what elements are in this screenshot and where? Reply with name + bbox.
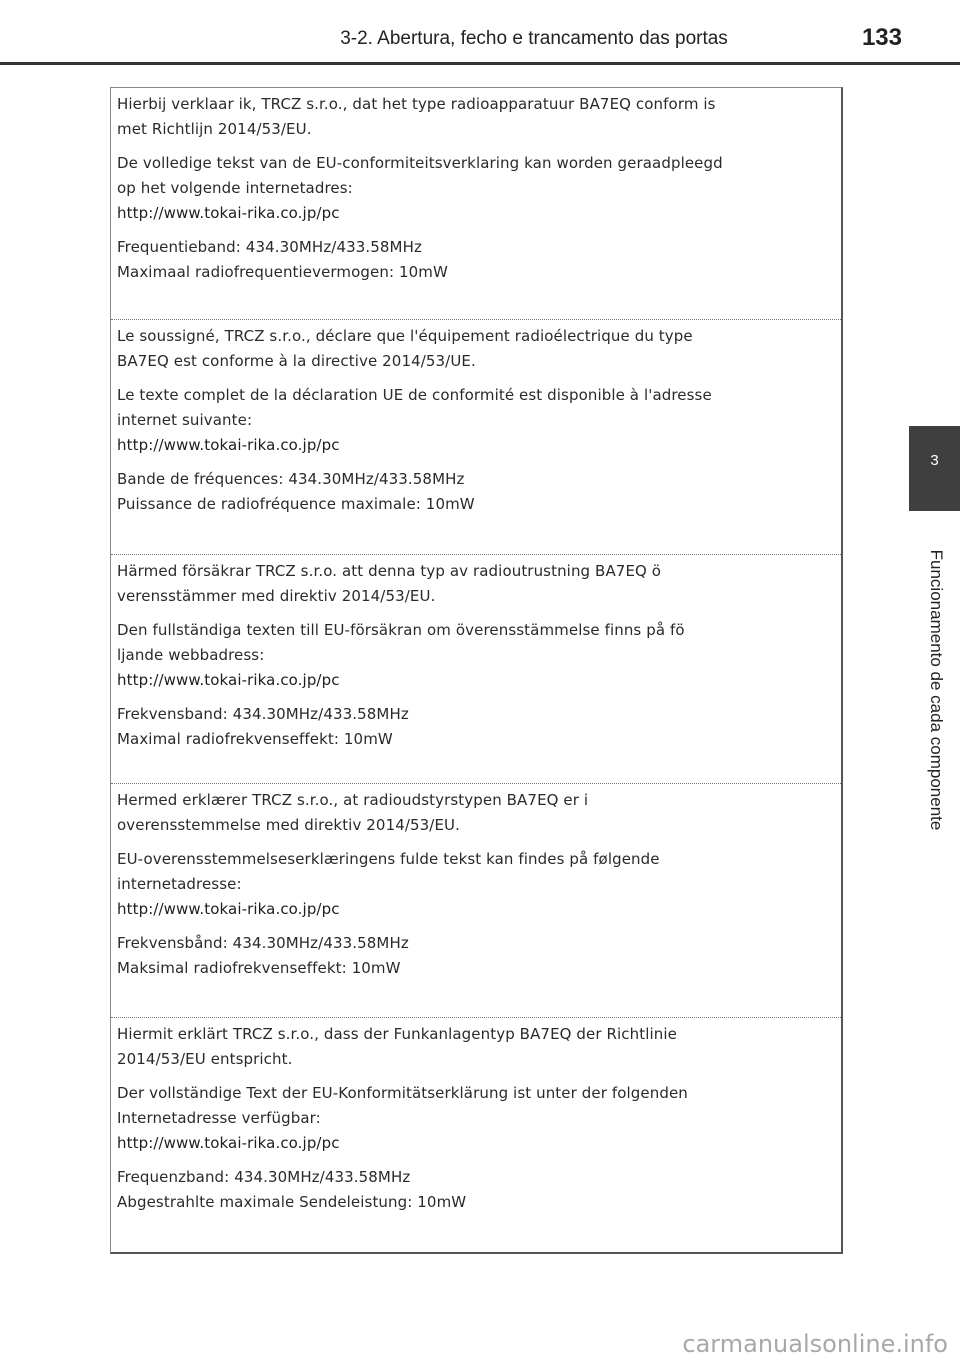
declaration-line: Le soussigné, TRCZ s.r.o., déclare que l'équipement radioélectrique du type — [117, 327, 693, 345]
declaration-line: met Richtlijn 2014/53/EU. — [117, 120, 312, 138]
max-power: Maksimal radiofrekvenseffekt: 10mW — [117, 959, 401, 977]
frequency-band: Frequentieband: 434.30MHz/433.58MHz — [117, 238, 422, 256]
info-line: De volledige tekst van de EU-conformiteitsverklaring kan worden geraadpleegd — [117, 154, 723, 172]
info-line: Der vollständige Text der EU-Konformitätserklärung ist unter der folgenden — [117, 1084, 688, 1102]
declaration-section-sv — [111, 554, 841, 783]
info-line: internet suivante: — [117, 411, 253, 429]
footer-watermark: carmanualsonline.info — [682, 1330, 948, 1358]
declaration-line: Hermed erklærer TRCZ s.r.o., at radioudstyrstypen BA7EQ er i — [117, 791, 589, 809]
declaration-section-nl — [111, 88, 841, 319]
frequency-band: Bande de fréquences: 434.30MHz/433.58MHz — [117, 470, 465, 488]
declaration-line: BA7EQ est conforme à la directive 2014/53/UE. — [117, 352, 476, 370]
chapter-label: Funcionamento de cada componente — [927, 549, 946, 831]
website-url[interactable]: http://www.tokai-rika.co.jp/pc — [117, 204, 340, 222]
max-power: Maximal radiofrekvenseffekt: 10mW — [117, 730, 393, 748]
page-number: 133 — [861, 24, 902, 51]
frequency-band: Frequenzband: 434.30MHz/433.58MHz — [117, 1168, 411, 1186]
declaration-line: Härmed försäkrar TRCZ s.r.o. att denna typ av radioutrustning BA7EQ ö — [117, 562, 662, 580]
max-power: Abgestrahlte maximale Sendeleistung: 10mW — [117, 1193, 467, 1211]
declaration-line: Hierbij verklaar ik, TRCZ s.r.o., dat het type radioapparatuur BA7EQ conform is — [117, 95, 716, 113]
website-url[interactable]: http://www.tokai-rika.co.jp/pc — [117, 436, 340, 454]
header-divider — [0, 62, 960, 65]
declaration-line: verensstämmer med direktiv 2014/53/EU. — [117, 587, 436, 605]
info-line: Le texte complet de la déclaration UE de conformité est disponible à l'adresse — [117, 386, 712, 404]
info-line: EU-overensstemmelseserklæringens fulde tekst kan findes på følgende — [117, 850, 660, 868]
declaration-line: overensstemmelse med direktiv 2014/53/EU. — [117, 816, 460, 834]
website-url[interactable]: http://www.tokai-rika.co.jp/pc — [117, 900, 340, 918]
info-line: Den fullständiga texten till EU-försäkran om överensstämmelse finns på fö — [117, 621, 685, 639]
info-line: Internetadresse verfügbar: — [117, 1109, 321, 1127]
declaration-line: 2014/53/EU entspricht. — [117, 1050, 293, 1068]
page-header-title: 3-2. Abertura, fecho e trancamento das portas — [340, 28, 728, 49]
declaration-section-de — [111, 1017, 841, 1253]
frequency-band: Frekvensband: 434.30MHz/433.58MHz — [117, 705, 409, 723]
declaration-box — [110, 87, 843, 1254]
chapter-tab — [909, 426, 960, 511]
info-line: op het volgende internetadres: — [117, 179, 353, 197]
website-url[interactable]: http://www.tokai-rika.co.jp/pc — [117, 1134, 340, 1152]
website-url[interactable]: http://www.tokai-rika.co.jp/pc — [117, 671, 340, 689]
info-line: ljande webbadress: — [117, 646, 265, 664]
declaration-section-da — [111, 783, 841, 1017]
frequency-band: Frekvensbånd: 434.30MHz/433.58MHz — [117, 934, 409, 952]
declaration-section-fr — [111, 319, 841, 554]
info-line: internetadresse: — [117, 875, 242, 893]
max-power: Puissance de radiofréquence maximale: 10mW — [117, 495, 475, 513]
chapter-number: 3 — [930, 452, 939, 469]
declaration-line: Hiermit erklärt TRCZ s.r.o., dass der Funkanlagentyp BA7EQ der Richtlinie — [117, 1025, 677, 1043]
max-power: Maximaal radiofrequentievermogen: 10mW — [117, 263, 448, 281]
